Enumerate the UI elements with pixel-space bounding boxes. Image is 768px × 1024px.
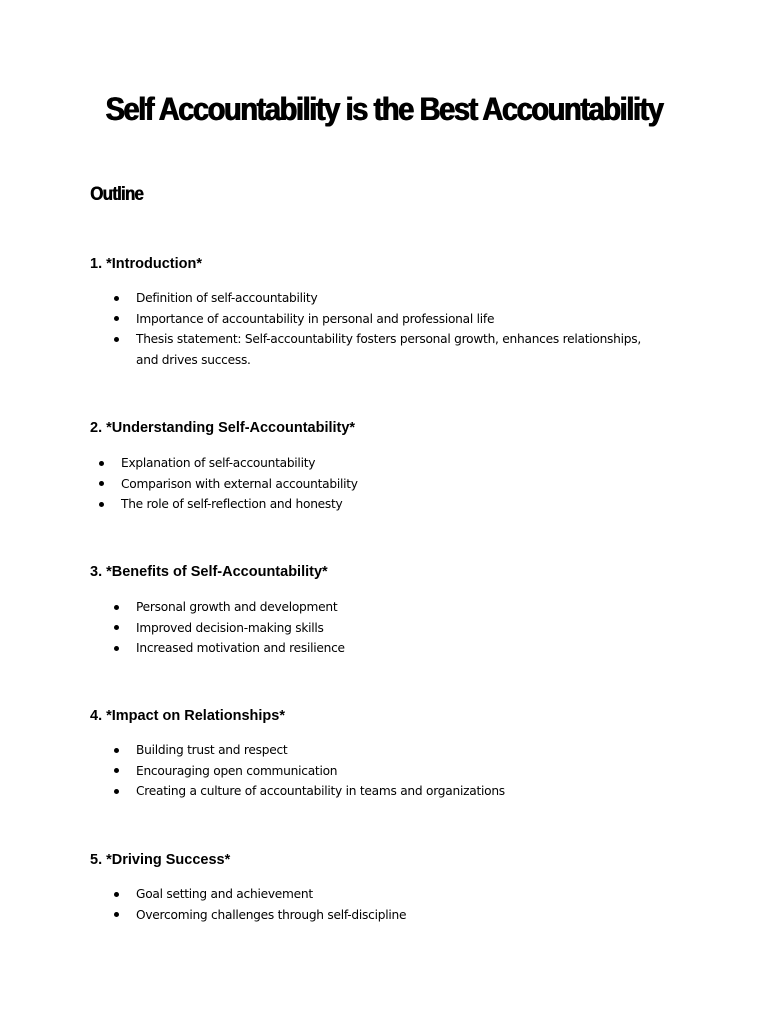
bullet-list-introduction bbox=[114, 288, 656, 371]
document-title: Self Accountability is the Best Accountability bbox=[105, 92, 663, 128]
list-item: Encouraging open communication bbox=[114, 761, 505, 782]
list-item: Importance of accountability in personal and professional life bbox=[114, 309, 656, 330]
bullet-list-success bbox=[114, 884, 406, 925]
bullet-icon bbox=[114, 789, 119, 794]
list-item: Goal setting and achievement bbox=[114, 884, 406, 905]
bullet-icon bbox=[114, 892, 119, 897]
list-item: Personal growth and development bbox=[114, 597, 345, 618]
list-item: Building trust and respect bbox=[114, 740, 505, 761]
outline-label: Outline bbox=[90, 183, 143, 205]
bullet-icon bbox=[114, 768, 119, 773]
bullet-icon bbox=[114, 912, 119, 917]
bullet-icon bbox=[114, 316, 119, 321]
section-heading-success: 5. *Driving Success* bbox=[90, 852, 231, 868]
list-item: Creating a culture of accountability in teams and organizations bbox=[114, 781, 505, 802]
list-item: Explanation of self-accountability bbox=[99, 453, 358, 474]
section-heading-relationships: 4. *Impact on Relationships* bbox=[90, 708, 285, 724]
bullet-icon bbox=[114, 625, 119, 630]
bullet-list-benefits bbox=[114, 597, 345, 659]
bullet-icon bbox=[99, 461, 104, 466]
list-item: Overcoming challenges through self-discipline bbox=[114, 905, 406, 926]
section-heading-introduction: 1. *Introduction* bbox=[90, 256, 202, 272]
section-heading-benefits: 3. *Benefits of Self-Accountability* bbox=[90, 564, 328, 580]
bullet-list-understanding bbox=[99, 453, 358, 515]
list-item: Definition of self-accountability bbox=[114, 288, 656, 309]
list-item: Thesis statement: Self-accountability fosters personal growth, enhances relationships, and drives success. bbox=[114, 329, 656, 370]
bullet-icon bbox=[114, 337, 119, 342]
list-item: The role of self-reflection and honesty bbox=[99, 494, 358, 515]
section-heading-understanding: 2. *Understanding Self-Accountability* bbox=[90, 420, 356, 436]
bullet-icon bbox=[114, 605, 119, 610]
bullet-list-relationships bbox=[114, 740, 505, 802]
bullet-icon bbox=[99, 481, 104, 486]
list-item: Improved decision-making skills bbox=[114, 618, 345, 639]
list-item: Comparison with external accountability bbox=[99, 474, 358, 495]
bullet-icon bbox=[114, 646, 119, 651]
list-item: Increased motivation and resilience bbox=[114, 638, 345, 659]
bullet-icon bbox=[99, 502, 104, 507]
bullet-icon bbox=[114, 748, 119, 753]
bullet-icon bbox=[114, 296, 119, 301]
